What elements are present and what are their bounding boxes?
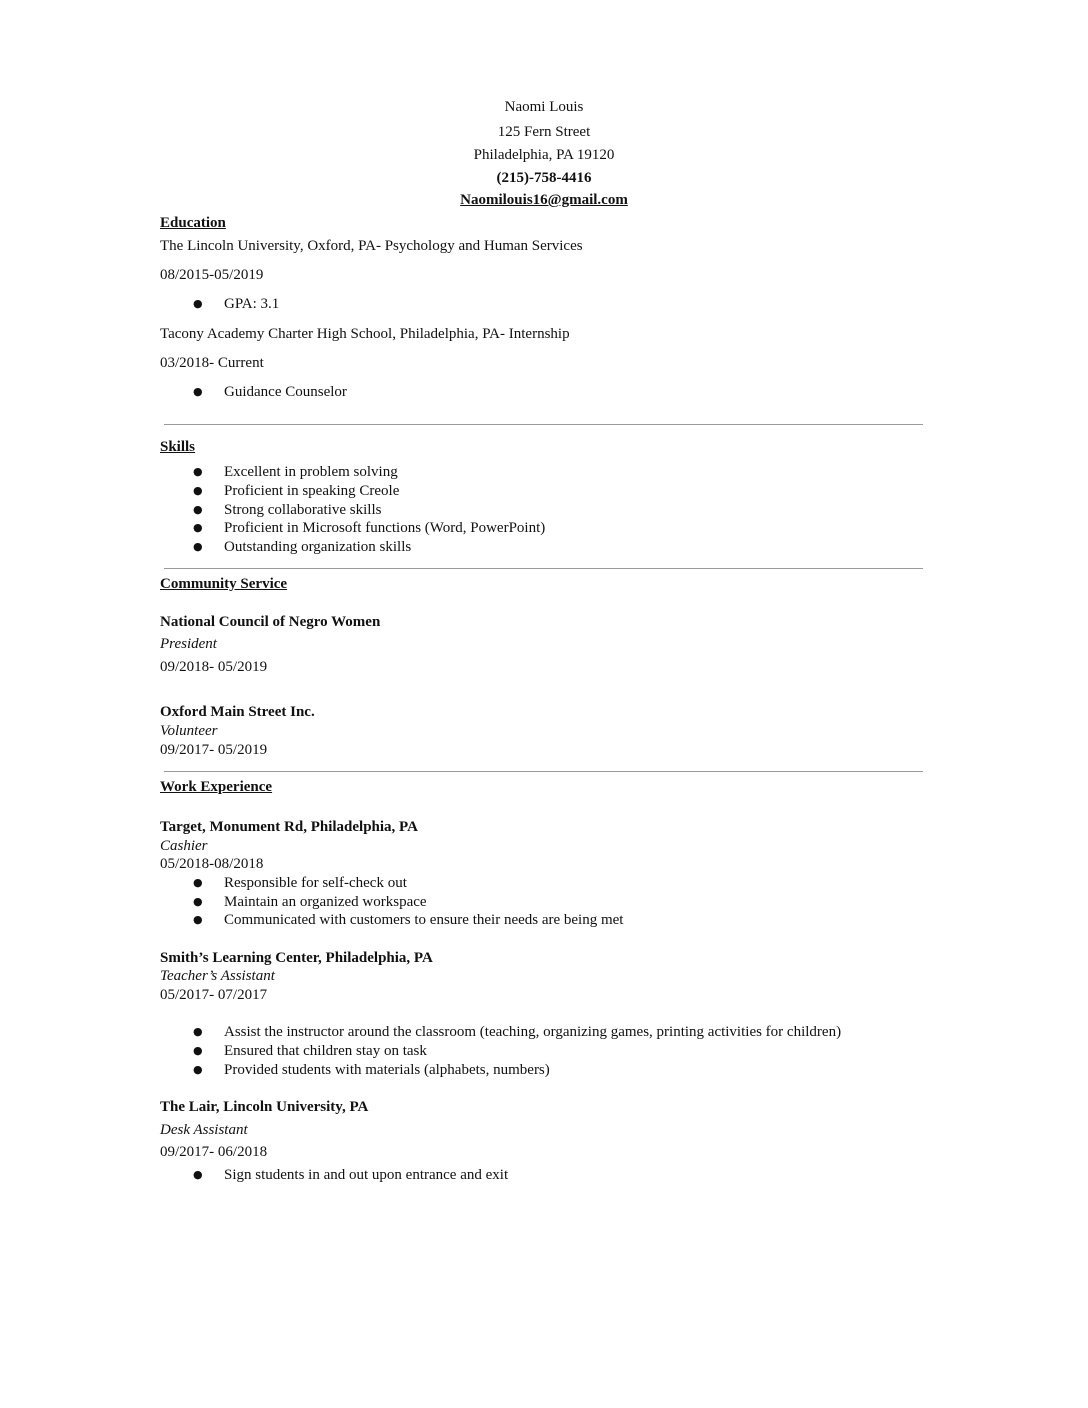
phone-number: (215)-758-4416 (496, 170, 592, 186)
job-duty: Responsible for self-check out (224, 875, 407, 891)
section-divider (164, 424, 923, 425)
education-school-1: The Lincoln University, Oxford, PA- Psychology and Human Services (160, 238, 583, 254)
job-role: Teacher’s Assistant (160, 968, 275, 984)
skill-item: Strong collaborative skills (224, 502, 382, 518)
bullet-icon: ● (193, 876, 203, 889)
community-role-1: President (160, 636, 217, 652)
bullet-icon: ● (193, 1025, 203, 1038)
bullet-icon: ● (193, 895, 203, 908)
job-duty: Sign students in and out upon entrance and exit (224, 1167, 509, 1183)
community-dates-1: 09/2018- 05/2019 (160, 659, 268, 675)
skill-item: Proficient in Microsoft functions (Word, PowerPoint) (224, 520, 546, 536)
education-dates-1: 08/2015-05/2019 (160, 267, 264, 283)
bullet-icon: ● (193, 1063, 203, 1076)
skills-heading: Skills (160, 439, 196, 455)
bullet-icon: ● (193, 484, 203, 497)
community-role-2: Volunteer (160, 723, 218, 739)
community-org-1: National Council of Negro Women (160, 614, 381, 630)
bullet-icon: ● (193, 297, 203, 310)
work-heading: Work Experience (160, 779, 273, 795)
bullet-icon: ● (193, 385, 203, 398)
job-duty: Maintain an organized workspace (224, 894, 427, 910)
bullet-icon: ● (193, 1044, 203, 1057)
email-link[interactable]: Naomilouis16@gmail.com (460, 192, 628, 208)
bullet-icon: ● (193, 1168, 203, 1181)
education-gpa: GPA: 3.1 (224, 296, 280, 312)
street-address: 125 Fern Street (497, 124, 591, 140)
job-role: Desk Assistant (160, 1122, 248, 1138)
skill-item: Proficient in speaking Creole (224, 483, 400, 499)
skill-item: Excellent in problem solving (224, 464, 398, 480)
job-employer: Target, Monument Rd, Philadelphia, PA (160, 819, 418, 835)
job-duty: Communicated with customers to ensure their needs are being met (224, 912, 624, 928)
skill-item: Outstanding organization skills (224, 539, 412, 555)
section-divider (164, 771, 923, 772)
job-dates: 05/2017- 07/2017 (160, 987, 268, 1003)
job-employer: The Lair, Lincoln University, PA (160, 1099, 369, 1115)
bullet-icon: ● (193, 913, 203, 926)
job-employer: Smith’s Learning Center, Philadelphia, PA (160, 950, 433, 966)
job-duty: Ensured that children stay on task (224, 1043, 427, 1059)
job-dates: 09/2017- 06/2018 (160, 1144, 268, 1160)
education-dates-2: 03/2018- Current (160, 355, 264, 371)
education-heading: Education (160, 215, 226, 231)
community-dates-2: 09/2017- 05/2019 (160, 742, 268, 758)
community-heading: Community Service (160, 576, 288, 592)
bullet-icon: ● (193, 521, 203, 534)
job-dates: 05/2018-08/2018 (160, 856, 264, 872)
job-duty: Assist the instructor around the classroom (teaching, organizing games, printing activities for children) (224, 1024, 842, 1040)
bullet-icon: ● (193, 503, 203, 516)
bullet-icon: ● (193, 465, 203, 478)
candidate-name: Naomi Louis (504, 99, 584, 115)
job-role: Cashier (160, 838, 208, 854)
education-school-2: Tacony Academy Charter High School, Philadelphia, PA- Internship (160, 326, 570, 342)
community-org-2: Oxford Main Street Inc. (160, 704, 315, 720)
bullet-icon: ● (193, 540, 203, 553)
section-divider (164, 568, 923, 569)
city-state-zip: Philadelphia, PA 19120 (473, 147, 615, 163)
job-duty: Provided students with materials (alphabets, numbers) (224, 1062, 550, 1078)
education-internship-role: Guidance Counselor (224, 384, 347, 400)
